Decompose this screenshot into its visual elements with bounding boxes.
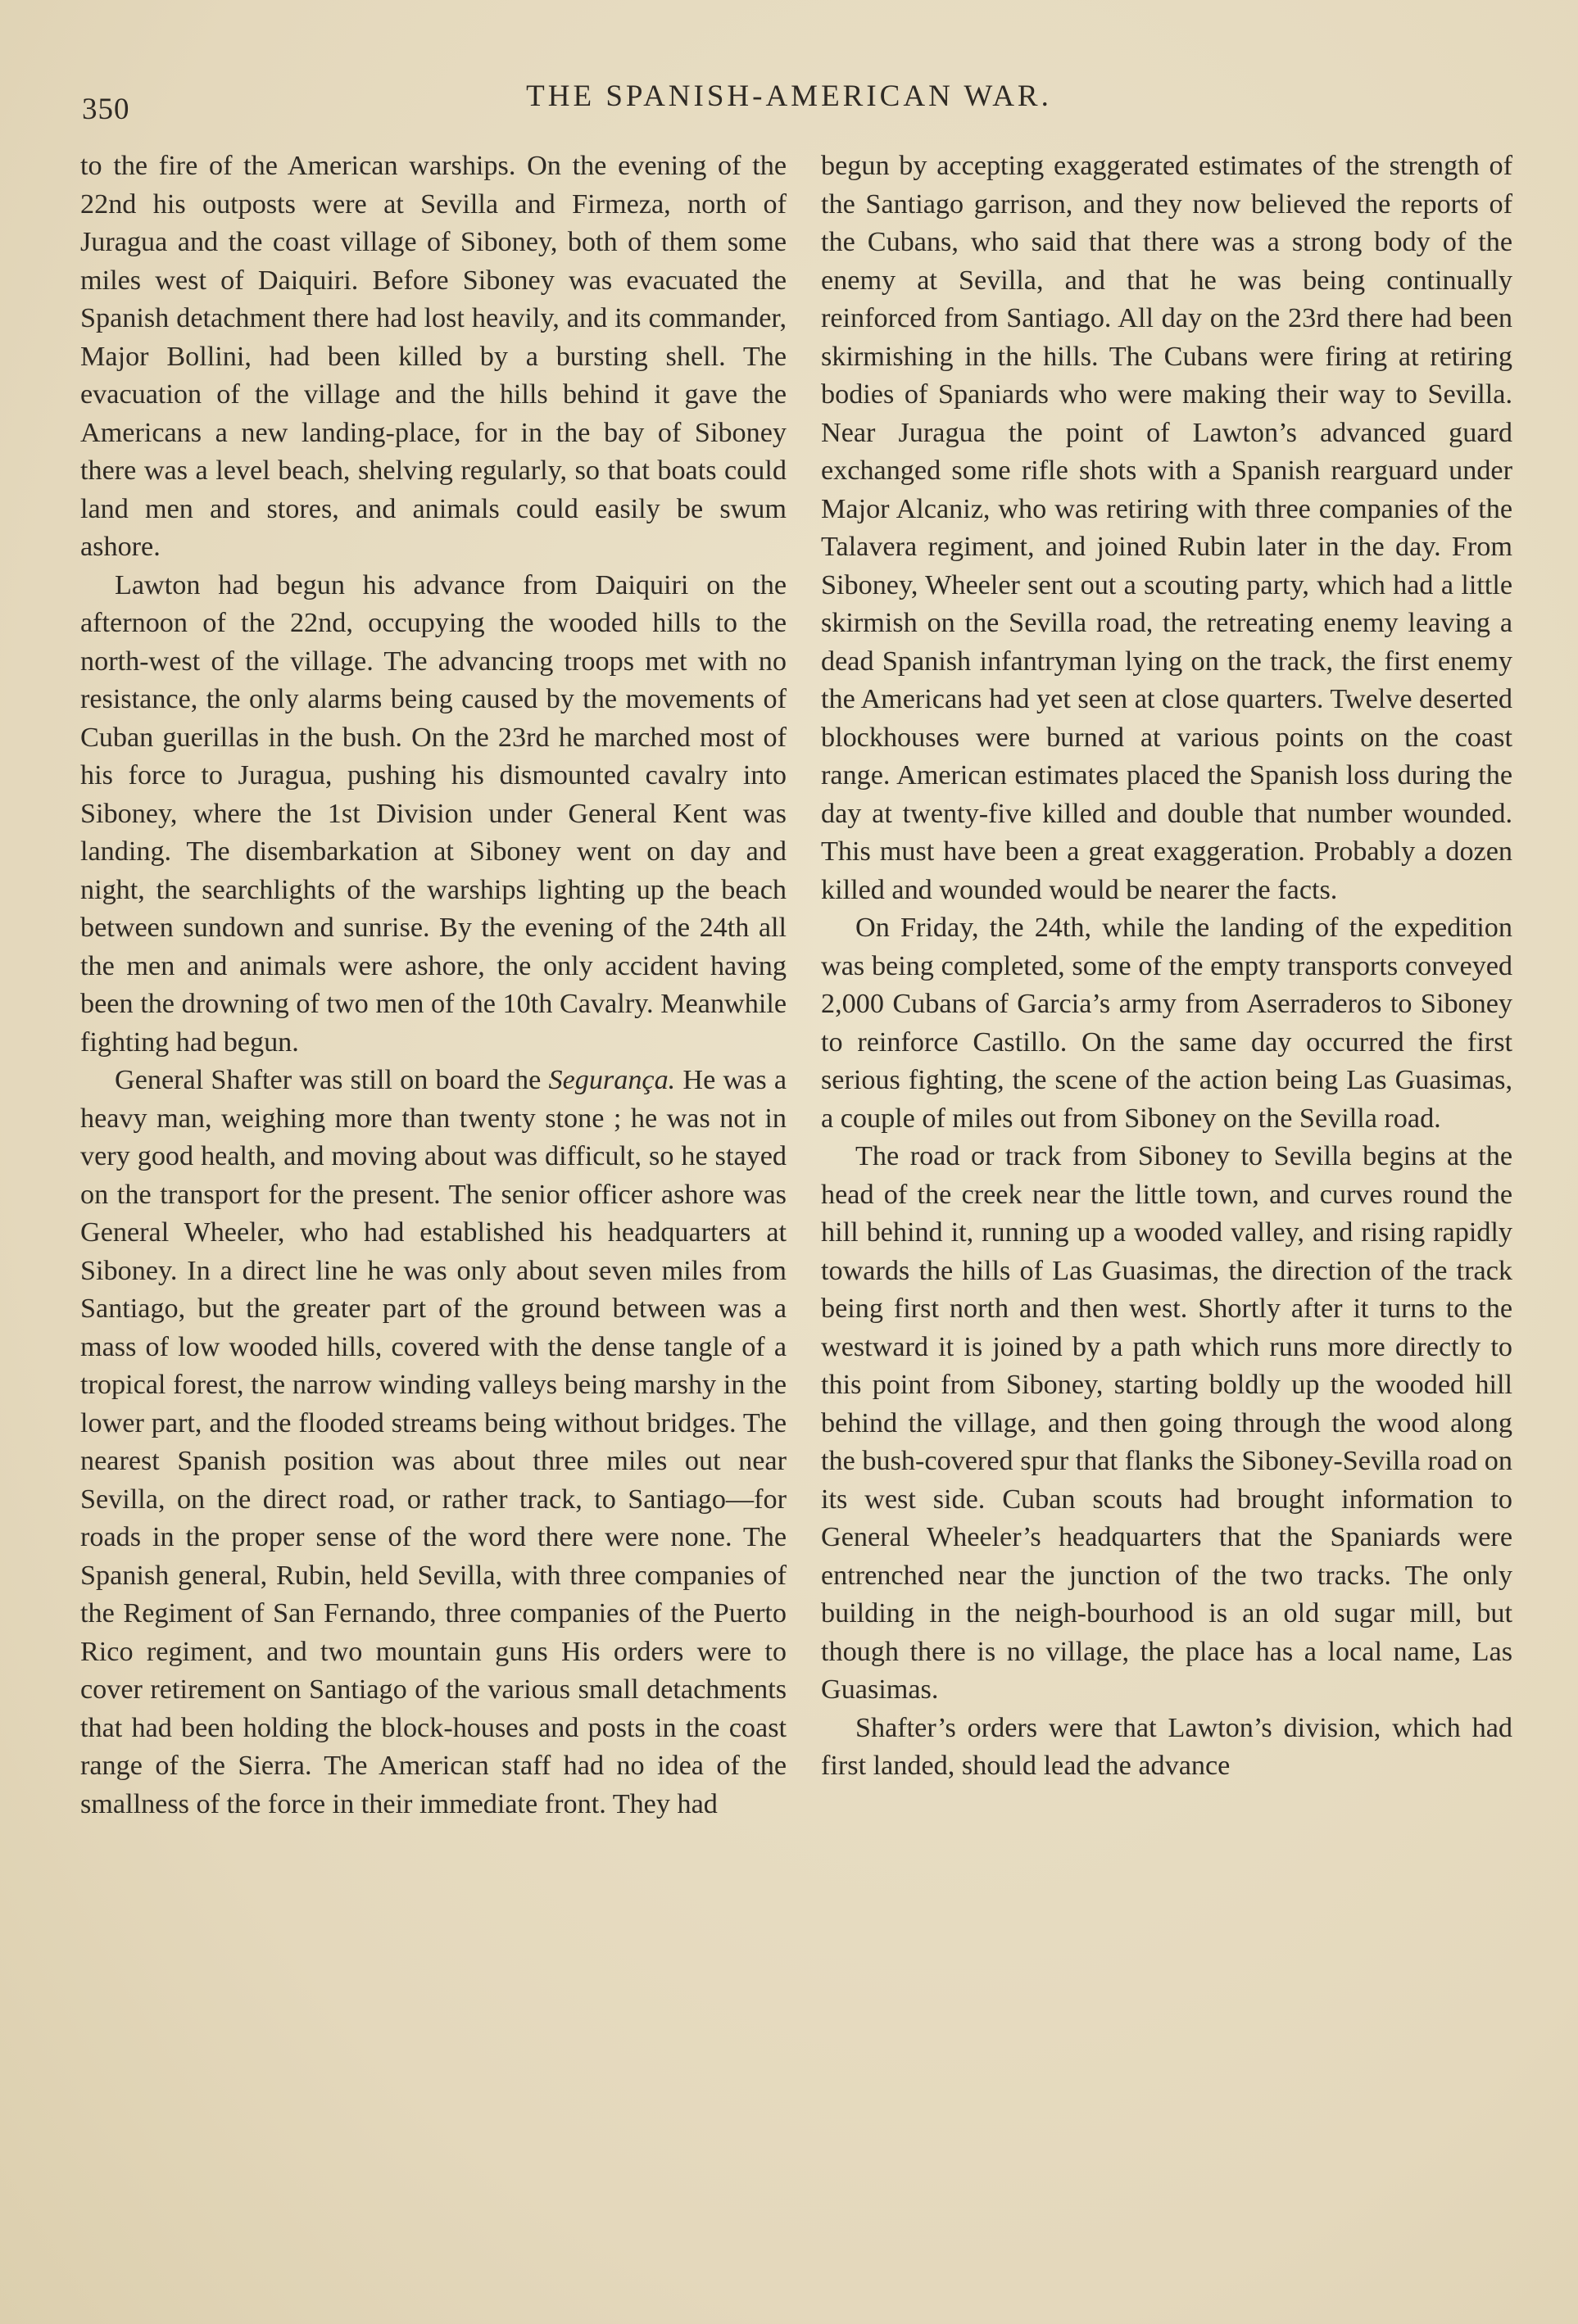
left-column [80,147,787,1823]
page-number: 350 [82,93,130,126]
running-title: THE SPANISH-AMERICAN WAR. [526,79,1052,113]
paragraph: begun by accepting exaggerated estimates of the strength of the Santiago garrison, and they now believed the reports of the Cubans, who said that there was a strong body of the enemy at Sevilla, and that he was being continually reinforced from Santiago. All day on the 23rd there had been skirmishing in the hills. The Cubans were firing at retiring bodies of Spaniards who were making their way to Sevilla. Near Juragua the point of Lawton’s advanced guard exchanged some rifle shots with a Spanish rearguard under Major Alcaniz, who was retiring with three companies of the Talavera regiment, and joined Rubin later in the day. From Siboney, Wheeler sent out a scouting party, which had a little skirmish on the Sevilla road, the retreating enemy leaving a dead Spanish infantryman lying on the track, the first enemy the Americans had yet seen at close quarters. Twelve deserted blockhouses were burned at various points on the coast range. American estimates placed the Spanish loss during the day at twenty-five killed and double that number wounded. This must have been a great exaggeration. Probably a dozen killed and wounded would be nearer the facts. [821,151,1512,905]
paragraph-text: He was a heavy man, weighing more than twenty stone ; he was not in very good health, and moving about was difficult, so he stayed on the transport for the present. The senior officer ashore was General Wheeler, who had established his headquarters at Siboney. In a direct line he was only about seven miles from Santiago, but the greater part of the ground between was a mass of low wooded hills, covered with the dense tangle of a tropical forest, the narrow winding valleys being marshy in the lower part, and the flooded streams being without bridges. The nearest Spanish position was about three miles out near Sevilla, on the direct road, or rather track, to Santiago—for roads in the proper sense of the word there were none. The Spanish general, Rubin, held Sevilla, with three companies of the Regiment of San Fernando, three companies of the Puerto Rico regiment, and two mountain guns His orders were to cover retirement on Santiago of the various small detachments that had been holding the block-houses and posts in the coast range of the Sierra. The American staff had no idea of the smallness of the force in their immediate front. They had [80,1065,787,1819]
paragraph [80,1062,787,1823]
paragraph: Shafter’s orders were that Lawton’s division, which had first landed, should lead the advance [821,1712,1512,1781]
paragraph-text: General Shafter was still on board the [115,1065,549,1095]
paragraph: Lawton had begun his advance from Daiquiri on the afternoon of the 22nd, occupying the wooded hills to the north-west of the village. The advancing troops met with no resistance, the only alarms being caused by the movements of Cuban guerillas in the bush. On the 23rd he marched most of his force to Juragua, pushing his dismounted cavalry into Siboney, where the 1st Division under General Kent was landing. The disembarkation at Siboney went on day and night, the searchlights of the warships lighting up the beach between sundown and sunrise. By the evening of the 24th all the men and animals were ashore, the only accident having been the drowning of two men of the 10th Cavalry. Meanwhile fighting had begun. [80,569,787,1058]
ship-name: Segurança. [548,1065,676,1095]
paragraph: On Friday, the 24th, while the landing of the expedition was being completed, some of the empty transports conveyed 2,000 Cubans of Garcia’s army from Aserraderos to Siboney to reinforce Castillo. On the same day occurred the first serious fighting, the scene of the action being Las Guasimas, a couple of miles out from Siboney on the Sevilla road. [821,913,1512,1134]
paragraph: to the fire of the American warships. On the evening of the 22nd his outposts were at Sevilla and Firmeza, north of Juragua and the coast village of Siboney, both of them some miles west of Daiquiri. Before Siboney was evacuated the Spanish detachment there had lost heavily, and its commander, Major Bollini, had been killed by a bursting shell. The evacuation of the village and the hills behind it gave the Americans a new landing-place, for in the bay of Siboney there was a level beach, shelving regularly, so that boats could land men and stores, and animals could easily be swum ashore. [80,151,787,562]
right-column [821,147,1512,1786]
paragraph: The road or track from Siboney to Sevilla begins at the head of the creek near the little town, and curves round the hill behind it, running up a wooded valley, and rising rapidly towards the hills of Las Guasimas, the direction of the track being first north and then west. Shortly after it turns to the westward it is joined by a path which runs more directly to this point from Siboney, starting boldly up the wooded hill behind the village, and then going through the wood along the bush-covered spur that flanks the Siboney-Sevilla road on its west side. Cuban scouts had brought information to General Wheeler’s headquarters that the Spaniards were entrenched near the junction of the two tracks. The only building in the neigh-bourhood is an old sugar mill, but though there is no village, the place has a local name, Las Guasimas. [821,1141,1512,1705]
